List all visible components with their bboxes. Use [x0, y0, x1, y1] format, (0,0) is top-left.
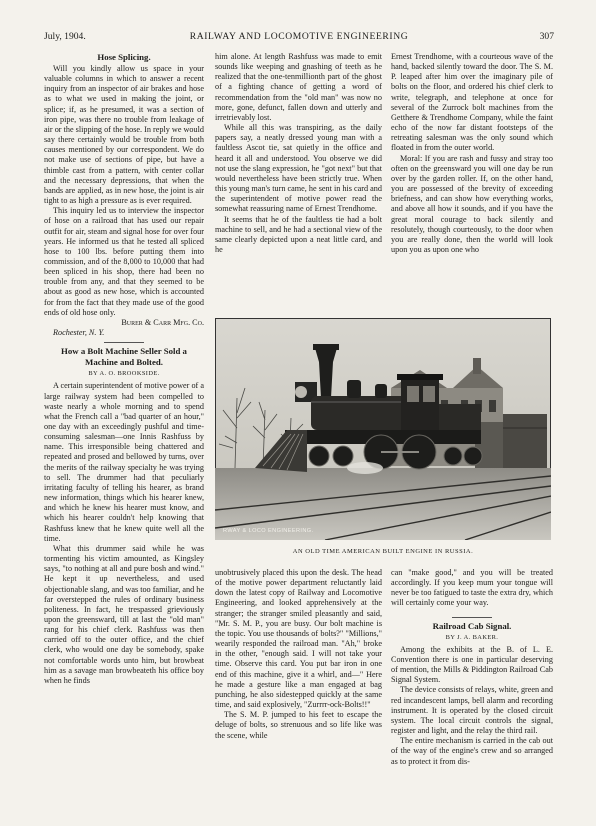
header-page-number: 307: [539, 31, 554, 42]
article-title-hose-splicing: Hose Splicing.: [97, 52, 151, 62]
locomotive-photograph: [215, 318, 551, 540]
paragraph: Moral: If you are rash and fussy and stray too often on the greensward you will one day be run over by the garden roller. If, on the other hand, you are possessed of the brevity of exceeding briefness, and can show how everything works, and above all how it sounds, and if you have the great moral courage to back silently and resolutely, though courteously, to the door when you are really done, then the world will look upon you as upon one who: [391, 153, 553, 254]
paragraph: The entire mechanism is carried in the cab out of the way of the engine's crew and so arranged as to protect it from dis-: [391, 736, 553, 766]
column-2-top: [215, 52, 382, 255]
article-title-bolt-machine: How a Bolt Machine Seller Sold a Machine and Bolted.: [61, 346, 187, 368]
column-3-top: [391, 52, 553, 255]
paragraph: A certain superintendent of motive power of a large railway system had been compelled to waste nearly a whole morning and to spend what the French call a "bad quarter of an hour," one day with an exceedingly pushful and time-consuming salesman—one Innis Rashfuss by name. This irresponsible being chattered and repeated and prosed and bellowed by turns, over the merits of the railway specialty he was trying to sell. The drummer had that peculiarly irritating faculty of telling his hearer, as brand new information, things which his hearer knew, and which he knew his hearer must know, and which his hearer couldn't help knowing that Rashfuss knew that he knew quite well all the time.: [44, 381, 204, 543]
byline: BY A. O. BROOKSIDE.: [88, 370, 160, 378]
photo-caption: AN OLD TIME AMERICAN BUILT ENGINE IN RUSSIA.: [292, 548, 474, 555]
column-2-bottom: [215, 568, 382, 741]
article-title-cab-signal: Railroad Cab Signal.: [432, 620, 512, 631]
photo-credit: RWAY & LOCO ENGINEERING.: [223, 528, 314, 534]
paragraph: can "make good," and you will be treated accordingly. If you keep mum your tongue will never be too fatigued to taste the extra dry, which will certainly come your way.: [391, 568, 553, 608]
header-journal-title: RAILWAY AND LOCOMOTIVE ENGINEERING: [189, 31, 409, 42]
divider: [104, 342, 144, 343]
column-3-bottom: [391, 568, 553, 767]
locomotive-illustration: [215, 318, 551, 540]
freight-cars: [475, 414, 547, 468]
paragraph: The device consists of relays, white, green and red incandescent lamps, bell alarm and recording instrument. It is operated by the closed circuit system. The local circuit controls the signal, register and light, and the relay the third rail.: [391, 685, 554, 736]
divider: [452, 617, 492, 618]
running-header: [44, 31, 554, 45]
signature-location: Rochester, N. Y.: [53, 328, 105, 338]
byline: BY J. A. BAKER.: [445, 633, 499, 641]
paragraph: It seems that he of the faultless tie had a bolt machine to sell, and he had a sectional view of the same clearly depicted upon a neat little card, and he: [215, 214, 382, 254]
paragraph: What this drummer said while he was tormenting his victim amounted, as Kingsley says, "to nothing at all and pure bosh and wind." He kept it up nevertheless, and used objectionable slang, and was too familiar, and he far overstepped the rules of ordinary business politeness. In fact, he trespassed grieviously upon the greensward, till at last the "old man" rang for his chief clerk. Rashfuss was then carried off to the outer office, and the chief clerk, who would one day be somebody, spake not comfortable words unto him, but browbeat him as a savage man browbeateth his office boy when he finds: [44, 543, 204, 685]
paragraph: Among the exhibits at the B. of L. E. Convention there is one in particular deserving of mention, the Mills & Piddington Railroad Cab Signal System.: [391, 644, 553, 685]
paragraph: While all this was transpiring, as the daily papers say, a neatly dressed young man with a faultless Ascot tie, sat quietly in the office and heard it all and understood. You observe we did not use the slang expression, he "got next" but that would nevertheless have been strictly true. When this young man's turn came, he sent in his card and the superintendent of motive power read the somewhat reassuring name of Ernest Trendhome.: [215, 123, 382, 214]
paragraph: This inquiry led us to interview the inspector of hose on a railroad that has used our repair outfit for air, steam and signal hose for over four years. He informed us that he tested all spliced hose to 100 lbs. before putting them into commission, and of the 8,000 to 10,000 that had been spliced in his shop, there had been no trouble from any, and that they seemed to be about as good as new hose, which is accounted for from the fact that they made use of the good ends of old hose only.: [44, 206, 204, 317]
header-date: July, 1904.: [44, 31, 86, 42]
paragraph: Ernest Trendhome, with a courteous wave of the hand, backed silently toward the door. The S. M. P. leaped after him over the imaginary pile of bolts on the floor, and ordered his chief clerk to write, telegraph, and telephone at once for several of the Zurrock bolt machines from the Getthere & Trendhome Company, while the faint echo of the now far distant footsteps of the retreating salesman was the only sound which floated in from the outer world.: [391, 52, 553, 153]
column-1: [44, 52, 204, 686]
signature: Burer & Carr Mfg. Co.: [121, 317, 204, 327]
paragraph: unobtrusively placed this upon the desk. The head of the motive power department reluctantly laid down the latest copy of Railway and Locomotive Engineering, and looked apprehensively at the stranger; the stranger smiled pleasantly and said, "Mr. S. M. P., you are busy. Our bolt machine is the topic. You use thousands of bolts?" "Millions," wearily responded the railroad man. "Ah," broke in the other, "enough said. I will not take your time. Observe this card. You put bar iron in one end of this machine, give it a whirl, and—" Here he made a gesture like a man engaged at bag punching, he also sidestepped quickly at the same time, and said explosively, "Zurrrr-ock-Bolts!!": [215, 568, 382, 710]
paragraph: him alone. At length Rashfuss was made to emit sounds like weeping and gnashing of teeth as he realized that the one-tenmillionth part of the ghost of a fighting chance of getting a word of recommendation from the "old man" was now no more, gone, defunct, fallen down and utterly and irretrievably lost.: [215, 52, 382, 122]
paragraph: Will you kindly allow us space in your valuable columns in which to answer a recent inquiry from an inspector of air brakes and hose as to what we used in making the joint, or splice; if, as he presumed, it was a section of iron pipe, was there no trouble from leakage of air or the slipping of the hose. In reply we would say there certainly would be trouble from both causes mentioned by our correspondent. We do not make use of sections of pipe, but have a thimble cast from a pattern, with center collar and the necessary depressions, that when the bands are applied, as in new hose, the joint is air tight to as high a pressure as is ever required.: [44, 64, 204, 206]
paragraph: The S. M. P. jumped to his feet to escape the deluge of bolts, so strenuous and so life like was the scene, while: [215, 710, 382, 740]
